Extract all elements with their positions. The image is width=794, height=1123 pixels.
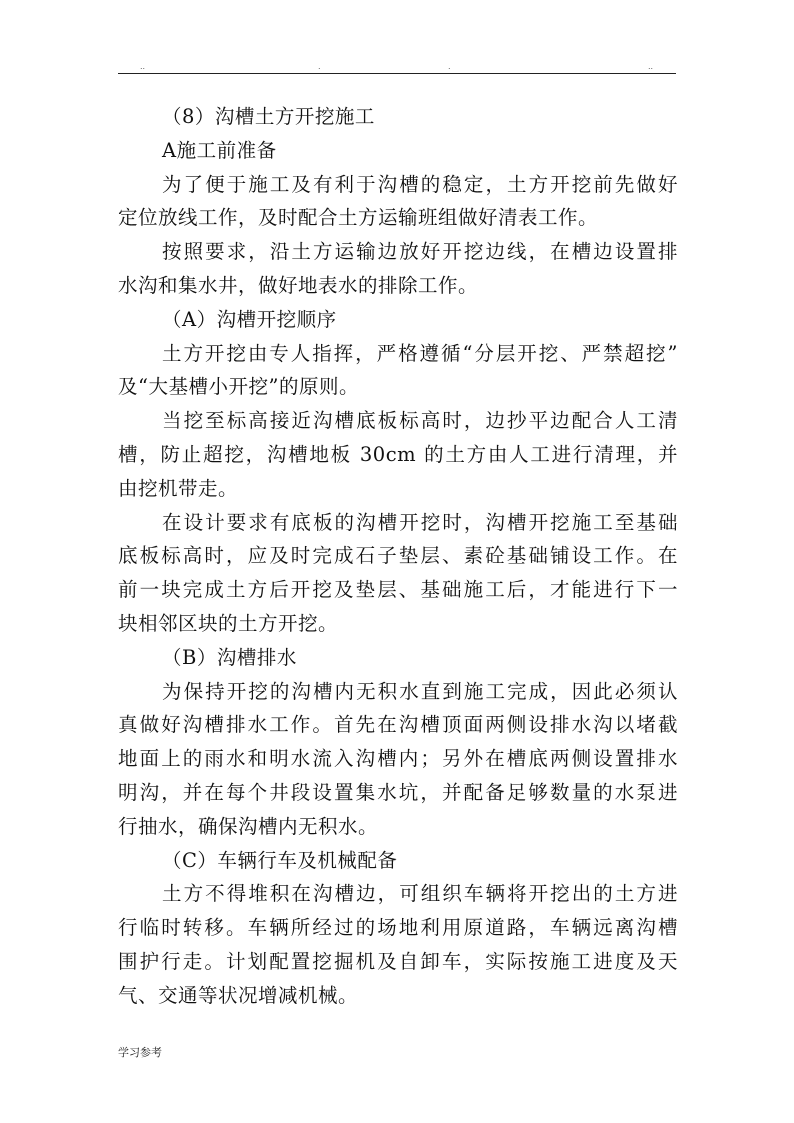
footer-text: 学习参考 <box>118 1046 162 1059</box>
paragraph-line: 由挖机带走。 <box>118 476 239 500</box>
paragraph-line: 真做好沟槽排水工作。首先在沟槽顶面两侧设排水沟以堵截 <box>118 713 678 737</box>
header-mark: . <box>318 62 321 71</box>
subsection-heading: （C）车辆行车及机械配备 <box>162 848 398 872</box>
paragraph-line: 槽，防止超挖，沟槽地板 30cm 的土方由人工进行清理，并 <box>118 442 678 466</box>
paragraph-line: 地面上的雨水和明水流入沟槽内；另外在槽底两侧设置排水 <box>118 747 678 771</box>
header-mark: .. <box>140 62 146 71</box>
paragraph-line: 气、交通等状况增减机械。 <box>118 983 359 1007</box>
paragraph-line: 行临时转移。车辆所经过的场地利用原道路，车辆远离沟槽 <box>118 916 678 940</box>
header-rule <box>118 73 676 74</box>
paragraph-line: 在设计要求有底板的沟槽开挖时，沟槽开挖施工至基础 <box>162 510 678 534</box>
paragraph-line: 为了便于施工及有利于沟槽的稳定，土方开挖前先做好 <box>162 172 678 196</box>
subsection-heading: （B）沟槽排水 <box>162 645 297 669</box>
paragraph-line: 土方开挖由专人指挥，严格遵循“分层开挖、严禁超挖” <box>162 341 678 365</box>
paragraph-line: 围护行走。计划配置挖掘机及自卸车，实际按施工进度及天 <box>118 949 678 973</box>
paragraph-line: 当挖至标高接近沟槽底板标高时，边抄平边配合人工清 <box>162 409 678 433</box>
paragraph-line: 定位放线工作，及时配合土方运输班组做好清表工作。 <box>118 206 599 230</box>
document-body <box>118 100 678 1013</box>
header-mark: .. <box>648 62 654 71</box>
paragraph-line: 水沟和集水井，做好地表水的排除工作。 <box>118 273 479 297</box>
paragraph-line: 底板标高时，应及时完成石子垫层、素砼基础铺设工作。在 <box>118 544 678 568</box>
paragraph-line: 明沟，并在每个井段设置集水坑，并配备足够数量的水泵进 <box>118 780 678 804</box>
paragraph-line: 块相邻区块的土方开挖。 <box>118 611 339 635</box>
paragraph-line: 前一块完成土方后开挖及垫层、基础施工后，才能进行下一 <box>118 578 678 602</box>
paragraph-line: 及“大基槽小开挖”的原则。 <box>118 375 359 399</box>
subsection-heading: （A）沟槽开挖顺序 <box>162 307 337 331</box>
header-mark: . <box>448 62 451 71</box>
section-heading: （8）沟槽土方开挖施工 <box>162 105 375 128</box>
paragraph-line: 按照要求，沿土方运输边放好开挖边线，在槽边设置排 <box>162 240 678 264</box>
paragraph-line: 为保持开挖的沟槽内无积水直到施工完成，因此必须认 <box>162 679 678 703</box>
paragraph-line: 土方不得堆积在沟槽边，可组织车辆将开挖出的土方进 <box>162 882 678 906</box>
paragraph-line: 行抽水，确保沟槽内无积水。 <box>118 814 379 838</box>
subsection-heading: A施工前准备 <box>162 138 277 162</box>
